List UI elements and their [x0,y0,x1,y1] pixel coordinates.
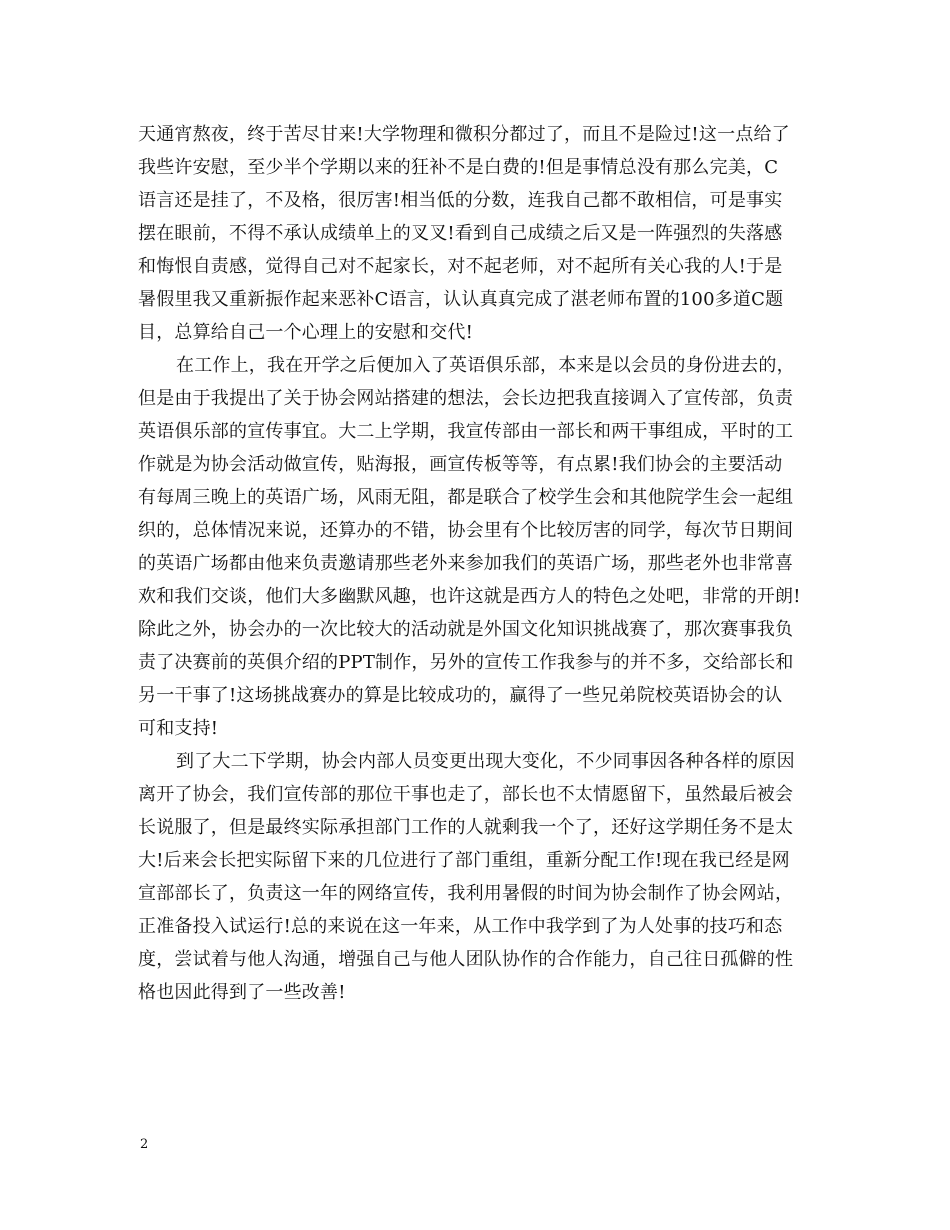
page-number: 2 [140,1137,149,1152]
text-line: 除此之外，协会办的一次比较大的活动就是外国文化知识挑战赛了，那次赛事我负 [138,619,794,640]
text-line: 大!后来会长把实际留下来的几位进行了部门重组，重新分配工作!现在我已经是网 [138,850,790,871]
text-line: 织的，总体情况来说，还算办的不错，协会里有个比较厉害的同学，每次节日期间 [138,520,794,541]
text-line: 在工作上，我在开学之后便加入了英语俱乐部，本来是以会员的身份进去的， [176,355,795,376]
body-text [138,118,828,1009]
text-line: 长说服了，但是最终实际承担部门工作的人就剩我一个了，还好这学期任务不是太 [138,817,794,838]
text-line: 我些许安慰，至少半个学期以来的狂补不是白费的!但是事情总没有那么完美，C [138,157,779,178]
text-line: 到了大二下学期，协会内部人员变更出现大变化，不少同事因各种各样的原因 [176,751,795,772]
text-line: 目，总算给自己一个心理上的安慰和交代! [138,322,474,343]
text-line: 离开了协会，我们宣传部的那位干事也走了，部长也不太情愿留下，虽然最后被会 [138,784,794,805]
text-line: 欢和我们交谈，他们大多幽默风趣，也许这就是西方人的特色之处吧，非常的开朗! [138,586,801,607]
text-line: 度，尝试着与他人沟通，增强自己与他人团队协作的合作能力，自己往日孤僻的性 [138,949,794,970]
text-line: 天通宵熬夜，终于苦尽甘来!大学物理和微积分都过了，而且不是险过!这一点给了 [138,124,790,145]
text-line: 正准备投入试运行!总的来说在这一年来，从工作中我学到了为人处事的技巧和态 [138,916,783,937]
text-line: 格也因此得到了一些改善! [138,982,346,1003]
text-line: 和悔恨自责感，觉得自己对不起家长，对不起老师，对不起所有关心我的人!于是 [138,256,783,277]
text-line: 暑假里我又重新振作起来恶补C语言，认认真真完成了湛老师布置的100多道C题 [138,289,784,310]
text-line: 有每周三晚上的英语广场，风雨无阻，都是联合了校学生会和其他院学生会一起组 [138,487,794,508]
text-line: 英语俱乐部的宣传事宜。大二上学期，我宣传部由一部长和两干事组成，平时的工 [138,421,794,442]
text-line: 作就是为协会活动做宣传，贴海报，画宣传板等等，有点累!我们协会的主要活动 [138,454,783,475]
text-line: 可和支持! [138,718,219,739]
text-line: 语言还是挂了，不及格，很厉害!相当低的分数，连我自己都不敢相信，可是事实 [138,190,783,211]
text-line: 宣部部长了，负责这一年的网络宣传，我利用暑假的时间为协会制作了协会网站， [138,883,794,904]
text-line: 摆在眼前，不得不承认成绩单上的叉叉!看到自己成绩之后又是一阵强烈的失落感 [138,223,783,244]
text-line: 责了决赛前的英俱介绍的PPT制作，另外的宣传工作我参与的并不多，交给部长和 [138,652,794,673]
text-line: 的英语广场都由他来负责邀请那些老外来参加我们的英语广场，那些老外也非常喜 [138,553,794,574]
text-line: 但是由于我提出了关于协会网站搭建的想法，会长边把我直接调入了宣传部，负责 [138,388,794,409]
text-line: 另一干事了!这场挑战赛办的算是比较成功的，赢得了一些兄弟院校英语协会的认 [138,685,783,706]
